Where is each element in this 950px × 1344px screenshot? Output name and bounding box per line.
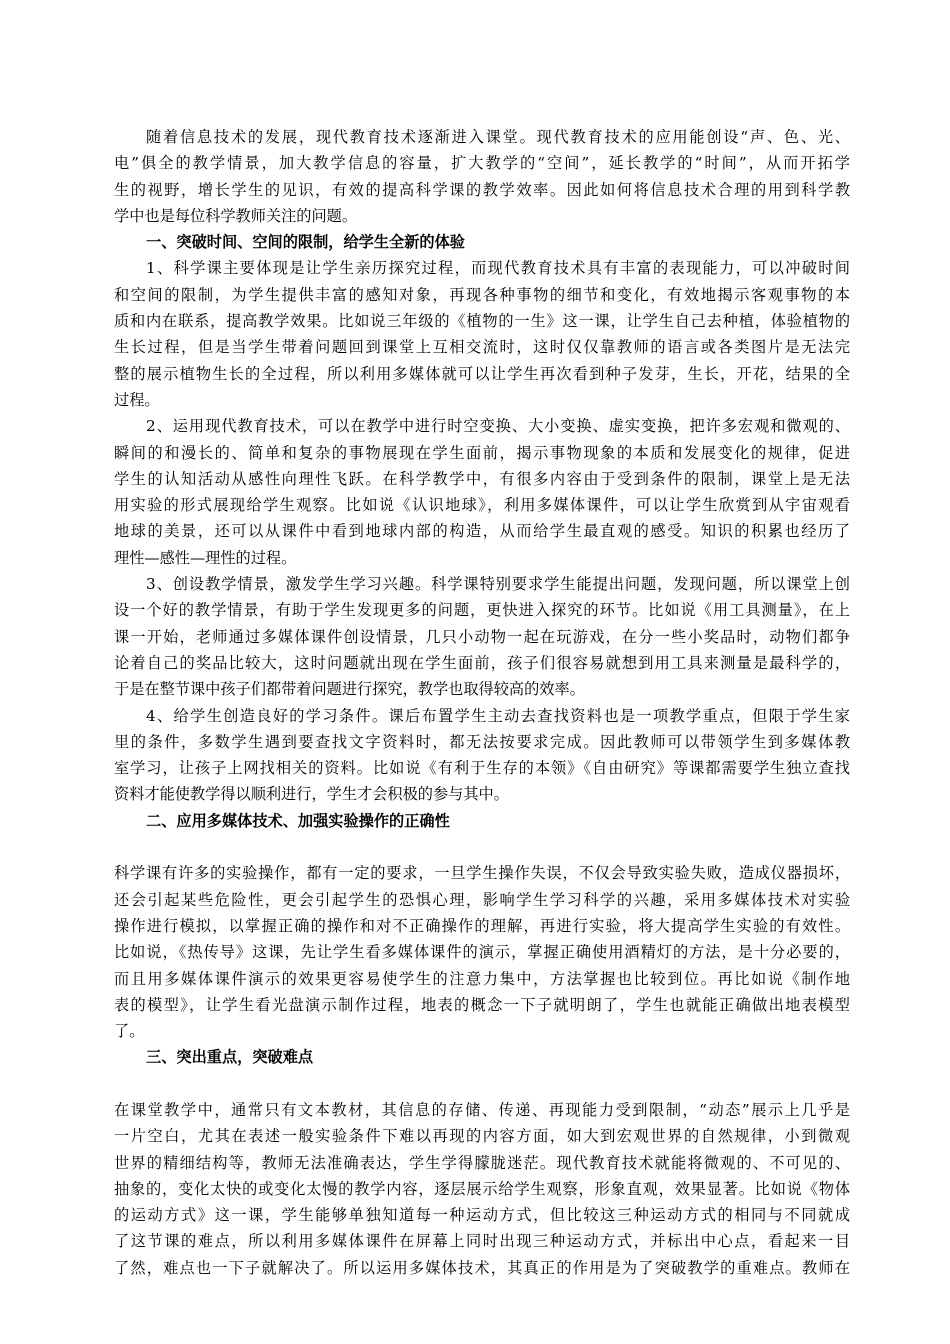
text-line: 课一开始，老师通过多媒体课件创设情景，几只小动物一起在玩游戏，在分一些小奖品时，动物们都争 [114, 627, 850, 646]
text-line: 一片空白，尤其在表述一般实验条件下难以再现的内容方面，如大到宏观世界的自然规律，小到微观 [114, 1127, 850, 1146]
blank-line [114, 834, 850, 860]
text-line: 2、运用现代教育技术，可以在教学中进行时空变换、大小变换、虚实变换，把许多宏观和微观的、 [146, 417, 850, 436]
text-line: 了这节课的难点，所以利用多媒体课件在屏幕上同时出现三种运动方式，并标出中心点，看起来一目 [114, 1232, 850, 1251]
text-line: 随着信息技术的发展，现代教育技术逐渐进入课堂。现代教育技术的应用能创设“声、色、光、 [146, 128, 850, 146]
text-line: 过程。 [114, 390, 160, 409]
text-line: 设一个好的教学情景，有助于学生发现更多的问题，更快进入探究的环节。比如说《用工具测量》，在上 [114, 601, 850, 620]
text-line: 世界的精细结构等，教师无法准确表达，学生学得朦胧迷茫。现代教育技术就能将微观的、不可见的、 [114, 1153, 850, 1172]
text-line: 瞬间的和漫长的、简单和复杂的事物展现在学生面前，揭示事物现象的本质和发展变化的规律，促进 [114, 443, 850, 462]
text-line: 生的视野，增长学生的见识，有效的提高科学课的教学效率。因此如何将信息技术合理的用到科学教 [114, 180, 850, 199]
text-line: 操作进行模拟，以掌握正确的操作和对不正确操作的理解，再进行实验，将大提高学生实验的有效性。 [114, 916, 850, 935]
text-line: 地球的美景，还可以从课件中看到地球内部的构造，从而给学生最直观的感受。知识的积累也经历了 [114, 522, 850, 541]
document-body [114, 124, 850, 1281]
text-line: 资料才能使教学得以顺利进行，学生才会积极的参与其中。 [114, 785, 509, 804]
text-line: 了然，难点也一下子就解决了。所以运用多媒体技术，其真正的作用是为了突破教学的重难点。教师在 [114, 1258, 850, 1277]
text-line: 室学习，让孩子上网找相关的资料。比如说《有利于生存的本领》《自由研究》等课都需要学生独立查找 [114, 759, 850, 778]
text-line: 的运动方式》这一课，学生能够单独知道每一种运动方式，但比较这三种运动方式的相同与不同就成 [114, 1206, 850, 1225]
text-line: 3、创设教学情景，激发学生学习兴趣。科学课特别要求学生能提出问题，发现问题，所以课堂上创 [146, 575, 850, 594]
text-line: 4、给学生创造良好的学习条件。课后布置学生主动去查找资料也是一项教学重点，但限于学生家 [146, 706, 850, 725]
text-line: 还会引起某些危险性，更会引起学生的恐惧心理，影响学生学习科学的兴趣，采用多媒体技术对实验 [114, 890, 850, 909]
text-line: 比如说，《热传导》这课，先让学生看多媒体课件的演示，掌握正确使用酒精灯的方法，是十分必要的， [114, 943, 850, 962]
text-line: 于是在整节课中孩子们都带着问题进行探究，教学也取得较高的效率。 [114, 680, 585, 699]
text-line: 用实验的形式展现给学生观察。比如说《认识地球》，利用多媒体课件，可以让学生欣赏到从宇宙观看 [114, 496, 850, 515]
section-heading-1: 一、突破时间、空间的限制，给学生全新的体验 [146, 233, 465, 252]
text-line: 理性—感性—理性的过程。 [114, 548, 297, 567]
paragraph-6 [114, 1097, 850, 1281]
paragraph-1 [114, 255, 850, 413]
text-line: 学生的认知活动从感性向理性飞跃。在科学教学中，有很多内容由于受到条件的限制，课堂上是无法 [114, 469, 850, 488]
section-heading-3: 三、突出重点，突破难点 [146, 1048, 314, 1067]
text-line: 科学课有许多的实验操作，都有一定的要求，一旦学生操作失误，不仅会导致实验失败，造成仪器损坏， [114, 864, 850, 883]
section-heading-2: 二、应用多媒体技术、加强实验操作的正确性 [146, 811, 450, 830]
text-line: 1、科学课主要体现是让学生亲历探究过程，而现代教育技术具有丰富的表现能力，可以冲破时间 [146, 259, 850, 278]
text-line: 生长过程，但是当学生带着问题回到课堂上互相交流时，这时仅仅靠教师的语言或各类图片是无法完 [114, 338, 850, 357]
text-line: 里的条件，多数学生遇到要查找文字资料时，都无法按要求完成。因此教师可以带领学生到多媒体教 [114, 732, 850, 751]
text-line: 论着自己的奖品比较大，这时问题就出现在学生面前，孩子们很容易就想到用工具来测量是最科学的， [114, 653, 850, 672]
intro-paragraph [114, 124, 850, 229]
text-line: 学中也是每位科学教师关注的问题。 [114, 206, 357, 225]
text-line: 电”俱全的教学情景，加大教学信息的容量，扩大教学的“空间”，延长教学的“时间”，从而开拓学 [114, 154, 850, 173]
text-line: 抽象的，变化太快的或变化太慢的教学内容，逐层展示给学生观察，形象直观，效果显著。比如说《物体 [114, 1179, 850, 1198]
blank-line [114, 1071, 850, 1097]
text-line: 在课堂教学中，通常只有文本教材，其信息的存储、传递、再现能力受到限制，“动态”展示上几乎是 [114, 1100, 850, 1119]
text-line: 质和内在联系，提高教学效果。比如说三年级的《植物的一生》这一课，让学生自己去种植，体验植物的 [114, 312, 850, 331]
paragraph-3 [114, 571, 850, 702]
text-line: 了。 [114, 1022, 145, 1041]
paragraph-5 [114, 860, 850, 1044]
text-line: 整的展示植物生长的全过程，所以利用多媒体就可以让学生再次看到种子发芽，生长，开花，结果的全 [114, 364, 850, 383]
text-line: 表的模型》，让学生看光盘演示制作过程，地表的概念一下子就明朗了，学生也就能正确做出地表模型 [114, 995, 850, 1014]
paragraph-2 [114, 413, 850, 571]
text-line: 而且用多媒体课件演示的效果更容易使学生的注意力集中，方法掌握也比较到位。再比如说《制作地 [114, 969, 850, 988]
text-line: 和空间的限制，为学生提供丰富的感知对象，再现各种事物的细节和变化，有效地揭示客观事物的本 [114, 285, 850, 304]
paragraph-4 [114, 703, 850, 808]
